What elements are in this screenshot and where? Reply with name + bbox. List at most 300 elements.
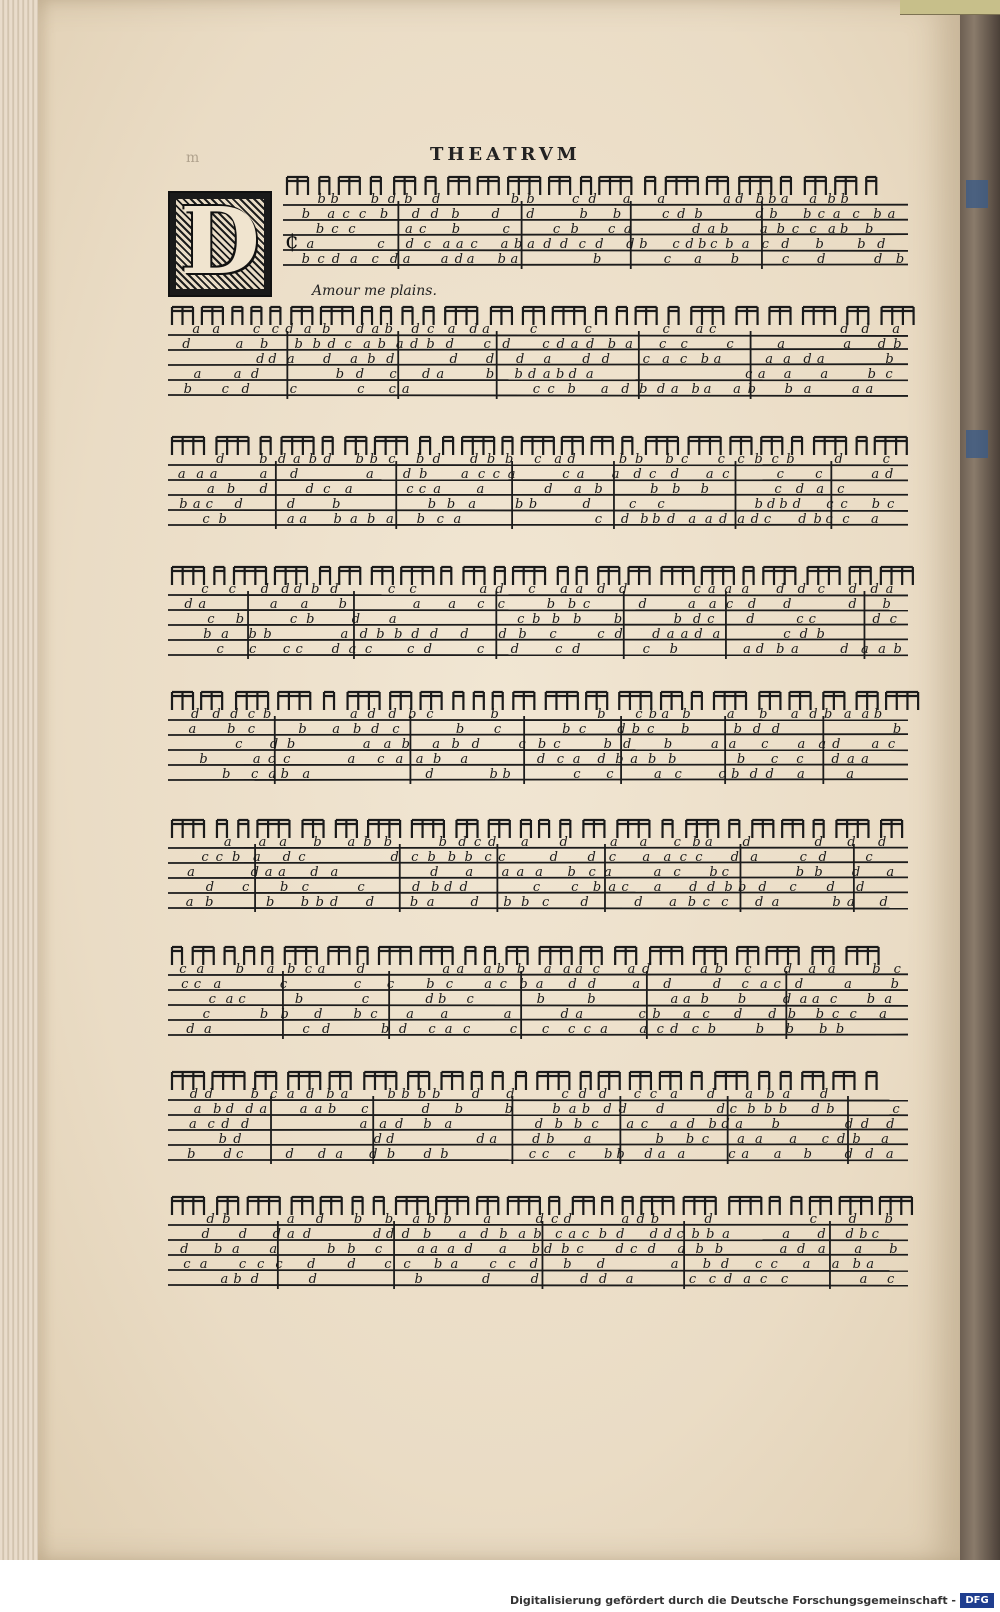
tab-letter: a xyxy=(630,752,639,767)
tab-letter: c xyxy=(388,452,396,467)
tab-letter: d xyxy=(398,1022,408,1037)
tab-letter: d xyxy=(256,352,265,367)
rhythm-flag xyxy=(442,1072,463,1090)
tab-letter: d xyxy=(327,337,336,352)
tab-letter: b xyxy=(504,1102,514,1117)
tab-letter: a xyxy=(745,1087,753,1102)
tab-letter: a xyxy=(483,1212,492,1227)
tab-letter: d xyxy=(730,850,739,865)
tab-letter: d xyxy=(694,627,703,642)
tab-letter: b xyxy=(451,207,460,222)
tab-letter: c xyxy=(426,322,435,337)
tab-letter: b xyxy=(363,835,372,850)
tablature-system xyxy=(168,307,914,399)
tab-letter: c xyxy=(357,880,365,895)
tab-letter: d xyxy=(182,337,191,352)
tab-letter: a xyxy=(728,737,737,752)
tab-letter: a xyxy=(258,835,267,850)
tab-letter: d xyxy=(351,612,361,627)
tab-letter: a xyxy=(383,737,392,752)
tab-letter: c xyxy=(780,1272,789,1287)
tab-letter: a xyxy=(755,1132,763,1147)
tab-letter: c xyxy=(578,237,586,252)
tab-letter: b xyxy=(754,452,763,467)
tab-letter: c xyxy=(529,322,538,337)
tab-letter: b xyxy=(682,707,691,722)
tab-letter: b xyxy=(755,1022,765,1037)
tab-letter: b xyxy=(335,367,345,382)
tab-letter: b xyxy=(379,207,389,222)
tab-letter: b xyxy=(552,1102,561,1117)
tab-letter: b xyxy=(607,337,617,352)
tab-letter: c xyxy=(541,1147,550,1162)
tab-letter: d xyxy=(771,722,781,737)
tab-letter: a xyxy=(707,582,716,597)
tab-letter: b xyxy=(415,452,425,467)
tab-letter: c xyxy=(215,850,223,865)
tab-letter: d xyxy=(817,252,826,267)
tab-letter: c xyxy=(370,1007,378,1022)
tab-letter: a xyxy=(468,497,476,512)
tab-letter: d xyxy=(755,642,765,657)
tab-letter: a xyxy=(221,627,229,642)
tab-letter: c xyxy=(763,512,772,527)
tab-letter: b xyxy=(635,452,644,467)
tab-letter: c xyxy=(388,382,396,397)
tab-letter: a xyxy=(632,977,641,992)
tab-letter: b xyxy=(872,962,881,977)
tab-letter: a xyxy=(348,642,357,657)
tab-letter: b xyxy=(280,1007,289,1022)
tab-letter: c xyxy=(377,752,385,767)
tab-letter: a xyxy=(779,1242,788,1257)
tab-letter: d xyxy=(568,977,577,992)
tab-letter: d xyxy=(826,880,835,895)
tab-letter: d xyxy=(619,582,628,597)
tab-letter: d xyxy=(201,1227,210,1242)
tab-letter: c xyxy=(561,1087,569,1102)
tab-letter: d xyxy=(886,1117,895,1132)
tab-letter: d xyxy=(556,337,565,352)
tab-letter: d xyxy=(516,352,525,367)
tab-letter: a xyxy=(518,1227,526,1242)
rhythm-flag xyxy=(474,692,484,710)
rhythm-flag xyxy=(875,437,907,455)
tab-letter: a xyxy=(433,482,442,497)
tab-letter: a xyxy=(777,337,786,352)
tab-letter: d xyxy=(307,1257,316,1272)
tab-letter: b xyxy=(546,1132,555,1147)
tab-letter: d xyxy=(471,737,480,752)
tab-letter: a xyxy=(507,467,516,482)
rhythm-flag xyxy=(453,692,463,710)
tab-letter: a xyxy=(500,237,509,252)
tab-letter: d xyxy=(832,737,841,752)
tab-letter: b xyxy=(871,497,881,512)
tab-letter: d xyxy=(233,1132,242,1147)
tab-letter: c xyxy=(865,850,873,865)
tab-letter: c xyxy=(726,337,734,352)
tab-letter: c xyxy=(532,382,541,397)
tab-letter: c xyxy=(597,627,605,642)
tab-letter: b xyxy=(311,582,320,597)
tab-letter: b xyxy=(832,895,841,910)
tab-letter: a xyxy=(460,752,469,767)
tab-letter: a xyxy=(750,850,759,865)
faint-page-mark: m xyxy=(186,150,200,166)
tab-letter: c xyxy=(707,612,715,627)
tab-letter: a xyxy=(379,1117,387,1132)
tab-letter: a xyxy=(887,207,896,222)
tab-letter: d xyxy=(848,582,858,597)
tab-letter: a xyxy=(447,1242,455,1257)
tab-letter: b xyxy=(884,1212,893,1227)
tab-letter: a xyxy=(501,865,510,880)
tab-letter: d xyxy=(877,337,887,352)
tab-letter: b xyxy=(733,722,742,737)
tab-letter: b xyxy=(731,767,740,782)
tab-letter: d xyxy=(851,865,861,880)
rhythm-flag xyxy=(803,307,835,325)
tab-letter: a xyxy=(415,752,424,767)
tab-letter: d xyxy=(405,237,414,252)
tab-letter: a xyxy=(870,512,879,527)
rhythm-flag xyxy=(857,437,867,455)
tab-letter: b xyxy=(579,207,588,222)
tab-letter: a xyxy=(704,512,713,527)
tab-letter: a xyxy=(688,512,697,527)
tab-letter: b xyxy=(408,707,417,722)
tab-letter: c xyxy=(384,1257,392,1272)
tab-letter: c xyxy=(492,467,500,482)
tab-letter: c xyxy=(534,452,542,467)
tab-letter: b xyxy=(803,207,812,222)
tab-letter: c xyxy=(656,1022,664,1037)
tab-letter: a xyxy=(575,1007,584,1022)
tab-letter: d xyxy=(652,627,661,642)
tab-letter: d xyxy=(712,977,722,992)
tab-letter: c xyxy=(477,597,485,612)
tab-letter: a xyxy=(695,322,704,337)
tab-letter: c xyxy=(256,1257,265,1272)
tab-letter: b xyxy=(333,512,342,527)
tab-letter: a xyxy=(885,1147,894,1162)
tab-letter: d xyxy=(847,835,856,850)
tab-letter: c xyxy=(633,1087,641,1102)
tab-letter: b xyxy=(759,707,768,722)
tab-letter: c xyxy=(302,1022,310,1037)
tab-letter: d xyxy=(425,767,434,782)
tab-letter: c xyxy=(358,207,367,222)
rhythm-flag xyxy=(791,1197,801,1215)
tab-letter: a xyxy=(207,482,215,497)
tab-letter: d xyxy=(184,597,193,612)
tab-letter: d xyxy=(617,722,626,737)
tab-letter: c xyxy=(674,767,682,782)
tab-letter: c xyxy=(342,207,350,222)
tab-letter: d xyxy=(444,880,453,895)
tab-letter: a xyxy=(196,962,205,977)
tab-letter: c xyxy=(717,452,725,467)
tab-letter: a xyxy=(657,1147,666,1162)
tab-letter: b xyxy=(301,252,310,267)
rhythm-flag xyxy=(549,177,570,195)
tab-letter: a xyxy=(264,865,273,880)
tab-letter: b xyxy=(443,1212,452,1227)
tab-letter: d xyxy=(663,977,672,992)
tab-letter: b xyxy=(714,1242,724,1257)
tab-letter: b xyxy=(235,962,245,977)
tab-letter: b xyxy=(419,467,428,482)
rhythm-flag xyxy=(465,947,475,965)
tab-letter: b xyxy=(639,237,648,252)
tab-letter: b xyxy=(260,337,269,352)
tab-letter: d xyxy=(289,467,299,482)
tab-letter: b xyxy=(227,722,236,737)
tab-letter: c xyxy=(463,1022,471,1037)
tab-letter: d xyxy=(647,1242,656,1257)
tab-letter: c xyxy=(562,467,570,482)
tab-letter: c xyxy=(702,1007,710,1022)
tab-letter: a xyxy=(879,1007,887,1022)
tab-letter: b xyxy=(691,382,700,397)
tab-letter: c xyxy=(238,992,246,1007)
tab-letter: d xyxy=(840,642,849,657)
tab-letter: d xyxy=(834,452,843,467)
tab-letter: d xyxy=(865,1147,874,1162)
tab-letter: a xyxy=(286,1227,295,1242)
tab-letter: d xyxy=(412,880,421,895)
tab-letter: a xyxy=(884,992,893,1007)
tab-letter: b xyxy=(355,452,365,467)
tab-letter: c xyxy=(419,222,427,237)
tab-letter: d xyxy=(716,1102,725,1117)
tab-letter: a xyxy=(401,382,410,397)
tab-letter: b xyxy=(426,977,435,992)
tab-letter: c xyxy=(773,977,781,992)
tab-letter: b xyxy=(519,977,528,992)
tab-letter: a xyxy=(330,865,339,880)
tab-letter: a xyxy=(286,512,295,527)
tab-letter: a xyxy=(303,322,312,337)
tab-letter: c xyxy=(406,482,414,497)
tab-letter: a xyxy=(347,752,356,767)
tab-letter: c xyxy=(759,1272,768,1287)
tab-letter: b xyxy=(640,512,649,527)
tab-letter: d xyxy=(260,582,269,597)
tab-letter: c xyxy=(776,467,784,482)
tab-letter: b xyxy=(824,707,833,722)
tab-letter: c xyxy=(754,1257,763,1272)
tab-letter: a xyxy=(453,512,462,527)
tab-letter: b xyxy=(785,1022,794,1037)
tab-letter: d xyxy=(844,1117,854,1132)
rhythm-flag xyxy=(867,1072,877,1090)
tab-letter: c xyxy=(247,722,256,737)
tab-letter: c xyxy=(301,880,309,895)
tab-letter: b xyxy=(489,767,498,782)
tab-letter: a xyxy=(574,482,582,497)
tab-letter: a xyxy=(661,707,670,722)
tab-letter: d xyxy=(706,1087,716,1102)
tab-letter: c xyxy=(783,627,791,642)
rhythm-flag xyxy=(769,307,790,325)
tab-letter: b xyxy=(438,992,447,1007)
tab-letter: a xyxy=(466,252,475,267)
tab-letter: b xyxy=(604,1147,613,1162)
tab-letter: c xyxy=(673,865,681,880)
tab-letter: b xyxy=(691,1227,700,1242)
tab-letter: d xyxy=(755,895,764,910)
tab-letter: d xyxy=(369,1147,378,1162)
tab-letter: b xyxy=(537,737,547,752)
rhythm-flag xyxy=(583,820,604,838)
tab-letter: c xyxy=(729,1102,737,1117)
tab-letter: c xyxy=(721,895,729,910)
tab-letter: a xyxy=(520,835,529,850)
tab-letter: d xyxy=(536,752,546,767)
tablature-system xyxy=(168,947,908,1039)
tab-letter: d xyxy=(666,512,676,527)
tab-letter: b xyxy=(562,722,571,737)
tab-letter: a xyxy=(314,1102,323,1117)
tab-letter: b xyxy=(779,497,788,512)
tab-letter: c xyxy=(282,642,291,657)
tab-letter: d xyxy=(692,612,702,627)
tab-letter: a xyxy=(332,722,341,737)
tab-letter: a xyxy=(299,1102,308,1117)
tab-letter: c xyxy=(553,737,561,752)
tab-letter: d xyxy=(795,482,805,497)
tab-letter: c xyxy=(796,612,804,627)
tab-letter: b xyxy=(592,252,602,267)
tab-letter: c xyxy=(181,977,189,992)
tab-letter: c xyxy=(887,737,896,752)
tab-letter: a xyxy=(759,977,768,992)
tab-letter: b xyxy=(567,382,576,397)
tab-letter: c xyxy=(744,962,752,977)
tab-letter: c xyxy=(423,237,431,252)
tab-letter: d xyxy=(367,707,376,722)
tab-letter: a xyxy=(347,835,356,850)
tab-letter: a xyxy=(654,767,662,782)
rhythm-flag xyxy=(596,307,606,325)
tab-letter: d xyxy=(587,977,597,992)
tab-letter: b xyxy=(546,597,556,612)
tab-letter: a xyxy=(444,1022,453,1037)
rhythm-flag xyxy=(320,567,330,585)
tab-letter: b xyxy=(386,1147,396,1162)
tab-letter: c xyxy=(673,835,681,850)
tab-letter: d xyxy=(395,1117,404,1132)
tab-letter: b xyxy=(815,1007,825,1022)
tab-letter: d xyxy=(580,895,589,910)
tab-letter: b xyxy=(401,1087,410,1102)
tab-letter: d xyxy=(616,1227,625,1242)
tab-letter: d xyxy=(285,1147,294,1162)
tab-letter: c xyxy=(799,850,807,865)
tab-letter: d xyxy=(776,582,785,597)
rhythm-flag xyxy=(244,947,254,965)
tab-letter: d xyxy=(549,850,558,865)
tab-letter: d xyxy=(425,992,434,1007)
tab-letter: d xyxy=(636,1212,645,1227)
tab-letter: c xyxy=(403,1257,411,1272)
tab-letter: d xyxy=(692,222,701,237)
rhythm-flag xyxy=(886,692,918,710)
tab-letter: a xyxy=(510,252,519,267)
tab-letter: d xyxy=(331,252,341,267)
tab-letter: a xyxy=(306,237,315,252)
tab-letter: a xyxy=(712,627,721,642)
tab-letter: c xyxy=(672,237,680,252)
tab-letter: c xyxy=(680,452,689,467)
tab-letter: a xyxy=(790,707,799,722)
tab-letter: c xyxy=(289,382,297,397)
tab-letter: d xyxy=(588,192,597,207)
tab-letter: c xyxy=(886,1272,895,1287)
tab-letter: d xyxy=(323,452,332,467)
tab-letter: c xyxy=(473,835,482,850)
tab-letter: b xyxy=(383,835,393,850)
tab-letter: a xyxy=(694,252,702,267)
tab-letter: b xyxy=(698,237,707,252)
tab-letter: b xyxy=(222,1212,231,1227)
tab-letter: d xyxy=(560,1007,569,1022)
tab-letter: a xyxy=(442,237,451,252)
tab-letter: a xyxy=(187,865,195,880)
tab-letter: a xyxy=(585,367,594,382)
tab-letter: b xyxy=(205,895,214,910)
tab-letter: c xyxy=(428,1022,436,1037)
tab-letter: d xyxy=(614,627,623,642)
tab-letter: c xyxy=(829,992,838,1007)
tab-letter: d xyxy=(315,1212,325,1227)
tablature-system xyxy=(168,820,908,912)
tab-letter: d xyxy=(809,707,818,722)
tab-letter: c xyxy=(221,382,229,397)
staff-line xyxy=(168,974,908,975)
tab-letter: d xyxy=(633,467,642,482)
staff-line xyxy=(168,1019,908,1020)
tab-letter: a xyxy=(854,1242,863,1257)
tab-letter: d xyxy=(796,1242,806,1257)
tab-letter: c xyxy=(331,222,339,237)
tab-letter: b xyxy=(287,962,296,977)
tab-letter: b xyxy=(769,207,778,222)
tab-letter: a xyxy=(783,367,792,382)
tab-letter: a xyxy=(456,962,465,977)
tab-letter: b xyxy=(668,752,677,767)
tab-letter: d xyxy=(359,627,368,642)
rhythm-flag xyxy=(292,1197,313,1215)
tab-letter: a xyxy=(670,992,679,1007)
staff-line xyxy=(168,1100,908,1101)
tab-letter: a xyxy=(292,452,301,467)
tab-letter: b xyxy=(505,452,514,467)
tab-letter: d xyxy=(872,612,881,627)
rhythm-flag xyxy=(546,692,578,710)
tab-letter: a xyxy=(790,642,799,657)
tab-letter: d xyxy=(305,1087,315,1102)
rhythm-flag xyxy=(553,307,585,325)
tab-letter: d xyxy=(642,962,651,977)
tab-letter: a xyxy=(196,467,205,482)
staff-line xyxy=(168,349,908,350)
tab-letter: d xyxy=(372,1227,382,1242)
tab-letter: c xyxy=(183,1257,191,1272)
tab-letter: d xyxy=(649,1227,658,1242)
